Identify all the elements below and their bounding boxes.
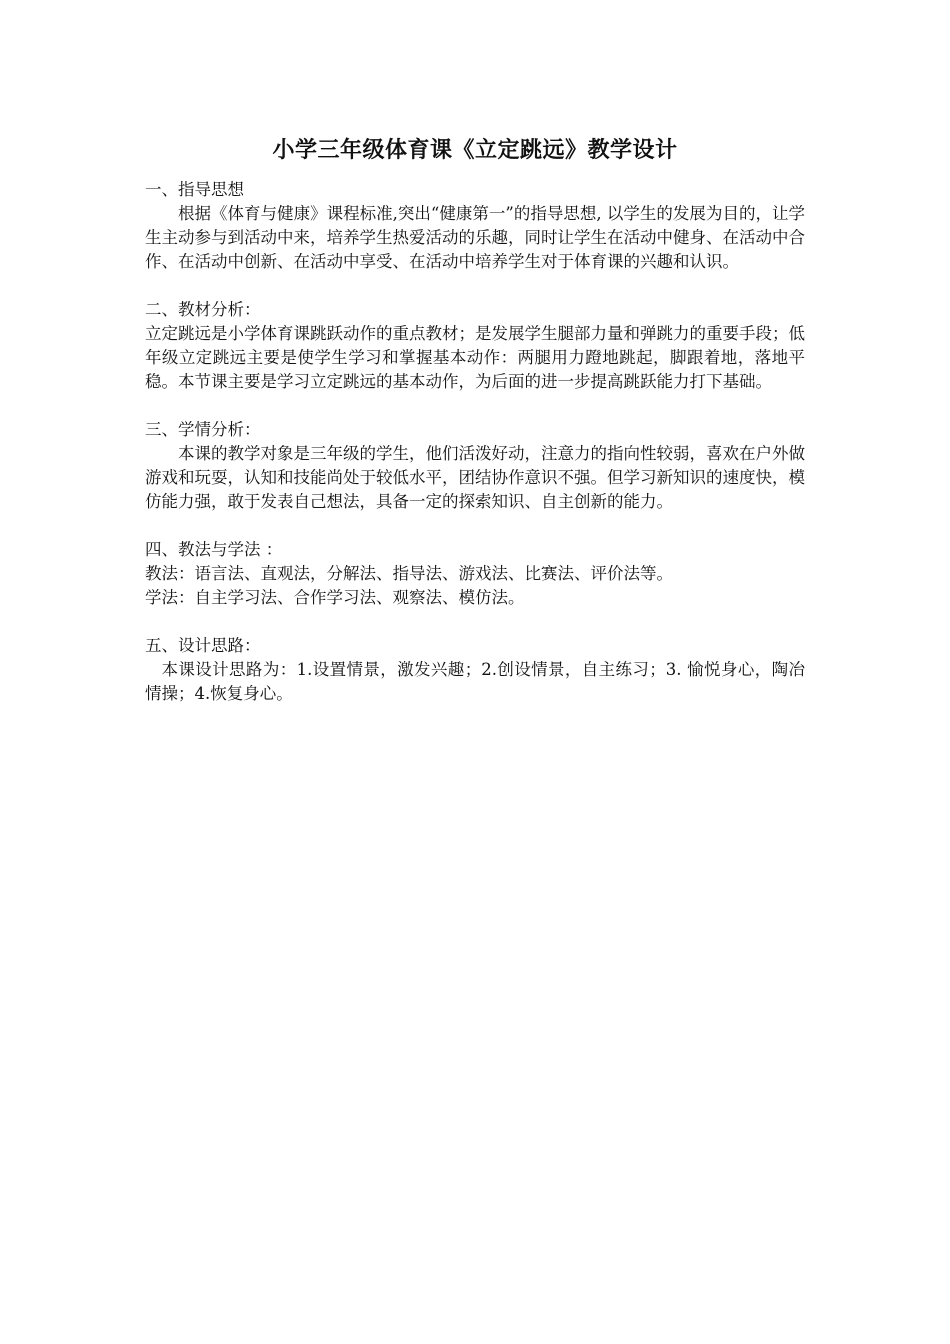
section-material-analysis xyxy=(145,298,805,394)
document-body xyxy=(145,178,805,730)
teaching-methods-line: 教法：语言法、直观法，分解法、指导法、游戏法、比赛法、评价法等。 xyxy=(145,564,673,583)
section-student-analysis xyxy=(145,418,805,514)
section-heading: 四、教法与学法 ： xyxy=(145,540,283,559)
section-paragraph: 立定跳远是小学体育课跳跃动作的重点教材；是发展学生腿部力量和弹跳力的重要手段；低年级立定跳远主要是使学生学习和掌握基本动作：两腿用力蹬地跳起，脚跟着地，落地平稳。本节课主要是学习立定跳远的基本动作，为后面的进一步提高跳跃能力打下基础。 xyxy=(145,324,805,391)
section-paragraph: 本课设计思路为：1.设置情景，激发兴趣；2.创设情景，自主练习；3. 愉悦身心，陶冶情操；4.恢复身心。 xyxy=(145,660,805,703)
learning-methods-line: 学法：自主学习法、合作学习法、观察法、模仿法。 xyxy=(145,588,525,607)
section-design-approach xyxy=(145,634,805,706)
section-paragraph: 根据《体育与健康》课程标准,突出“健康第一”的指导思想, 以学生的发展为目的，让学生主动参与到活动中来，培养学生热爱活动的乐趣，同时让学生在活动中健身、在活动中合作、在活动中创新、在活动中享受、在活动中培养学生对于体育课的兴趣和认识。 xyxy=(145,204,805,271)
section-heading: 二、教材分析： xyxy=(145,300,261,319)
section-paragraph: 本课的教学对象是三年级的学生，他们活泼好动，注意力的指向性较弱，喜欢在户外做游戏和玩耍，认知和技能尚处于较低水平，团结协作意识不强。但学习新知识的速度快，模仿能力强，敢于发表自己想法，具备一定的探索知识、自主创新的能力。 xyxy=(145,444,805,511)
document-title: 小学三年级体育课《立定跳远》教学设计 xyxy=(272,138,678,163)
section-guiding-ideology xyxy=(145,178,805,274)
section-methods xyxy=(145,538,805,610)
section-heading: 五、设计思路： xyxy=(145,636,261,655)
section-heading: 一、指导思想 xyxy=(145,180,244,199)
section-heading: 三、学情分析： xyxy=(145,420,261,439)
